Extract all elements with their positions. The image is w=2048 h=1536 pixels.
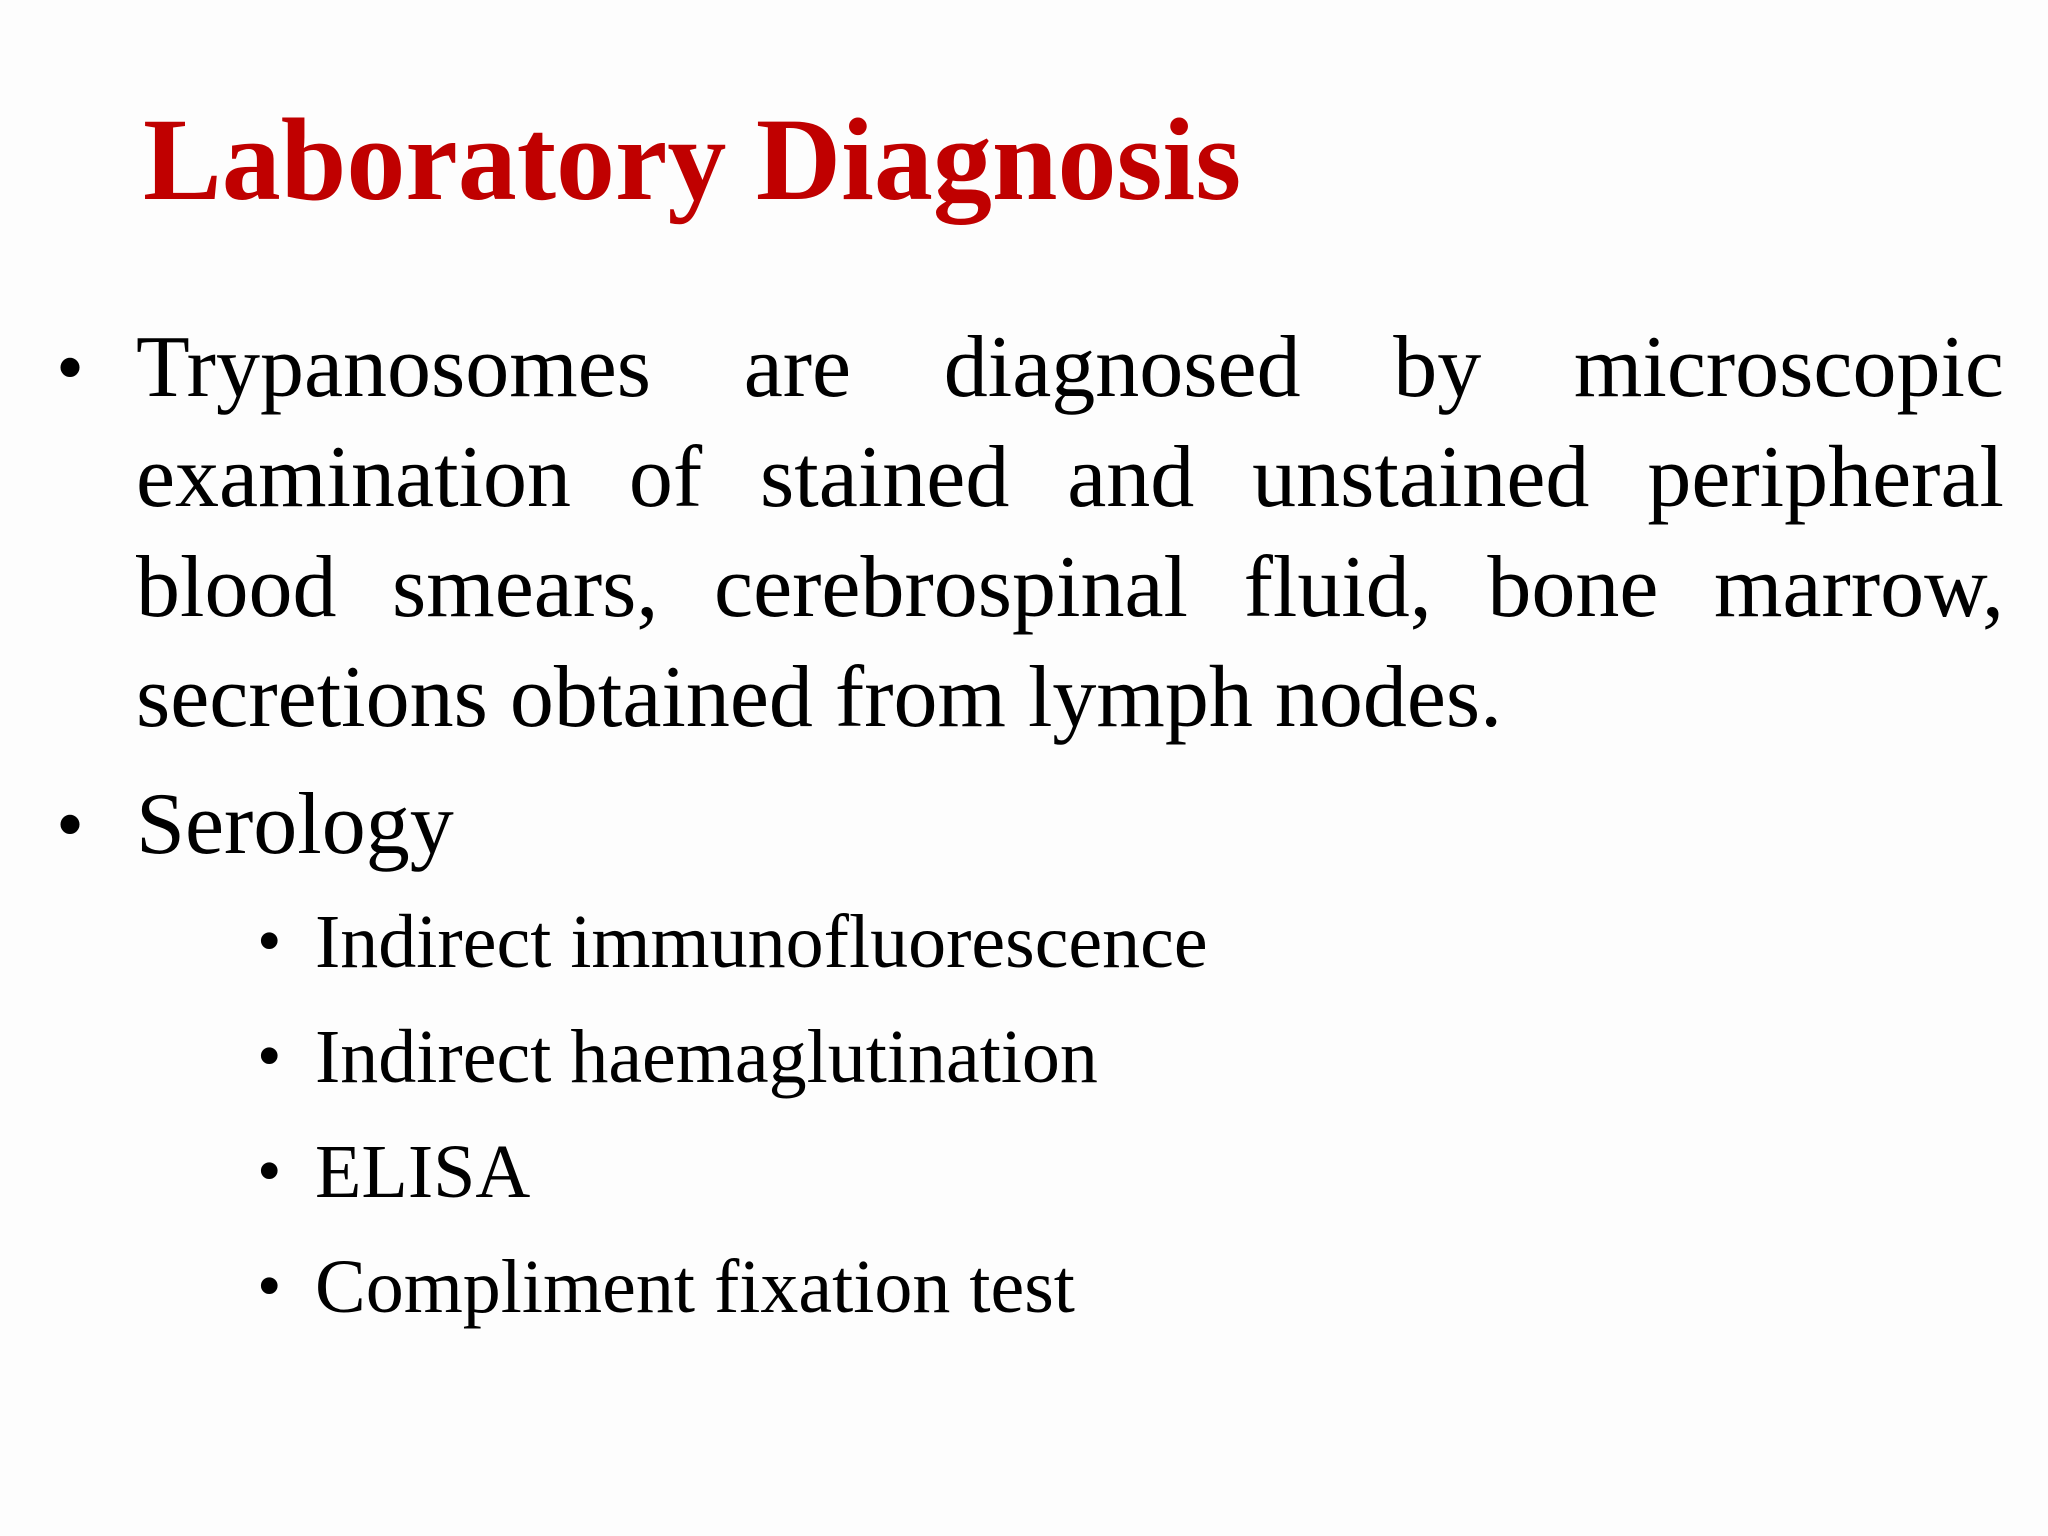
list-item: [255, 1122, 1208, 1237]
sub-item-text: Compliment fixation test: [315, 1245, 1075, 1329]
bullet-icon: •: [56, 324, 85, 412]
sub-item-text: Indirect haemaglutination: [315, 1015, 1098, 1099]
sub-bullet-icon: •: [257, 1133, 282, 1210]
sub-bullet-icon: •: [257, 1018, 282, 1095]
slide-title: Laboratory Diagnosis: [143, 94, 1242, 225]
serology-sub-list: [255, 892, 1208, 1352]
sub-item-text: ELISA: [315, 1130, 531, 1214]
sub-bullet-icon: •: [257, 1248, 282, 1325]
bullet-line: secretions obtained from lymph nodes.: [136, 649, 1503, 746]
bullet-line: examination of stained and unstained peripheral: [136, 429, 2004, 526]
bullet-line: Trypanosomes are diagnosed by microscopic: [136, 319, 2004, 416]
list-item: [255, 892, 1208, 1007]
list-item: [255, 1237, 1208, 1352]
bullet-item-microscopy: [54, 313, 2004, 753]
sub-item-text: Indirect immunofluorescence: [315, 900, 1208, 984]
bullet-item-serology: [54, 770, 454, 880]
bullet-text-serology: Serology: [136, 776, 454, 873]
sub-bullet-icon: •: [257, 903, 282, 980]
list-item: [255, 1007, 1208, 1122]
bullet-line: blood smears, cerebrospinal fluid, bone marrow,: [136, 539, 2004, 636]
bullet-icon: •: [56, 781, 85, 869]
bullet-text-microscopy: [136, 313, 2004, 753]
